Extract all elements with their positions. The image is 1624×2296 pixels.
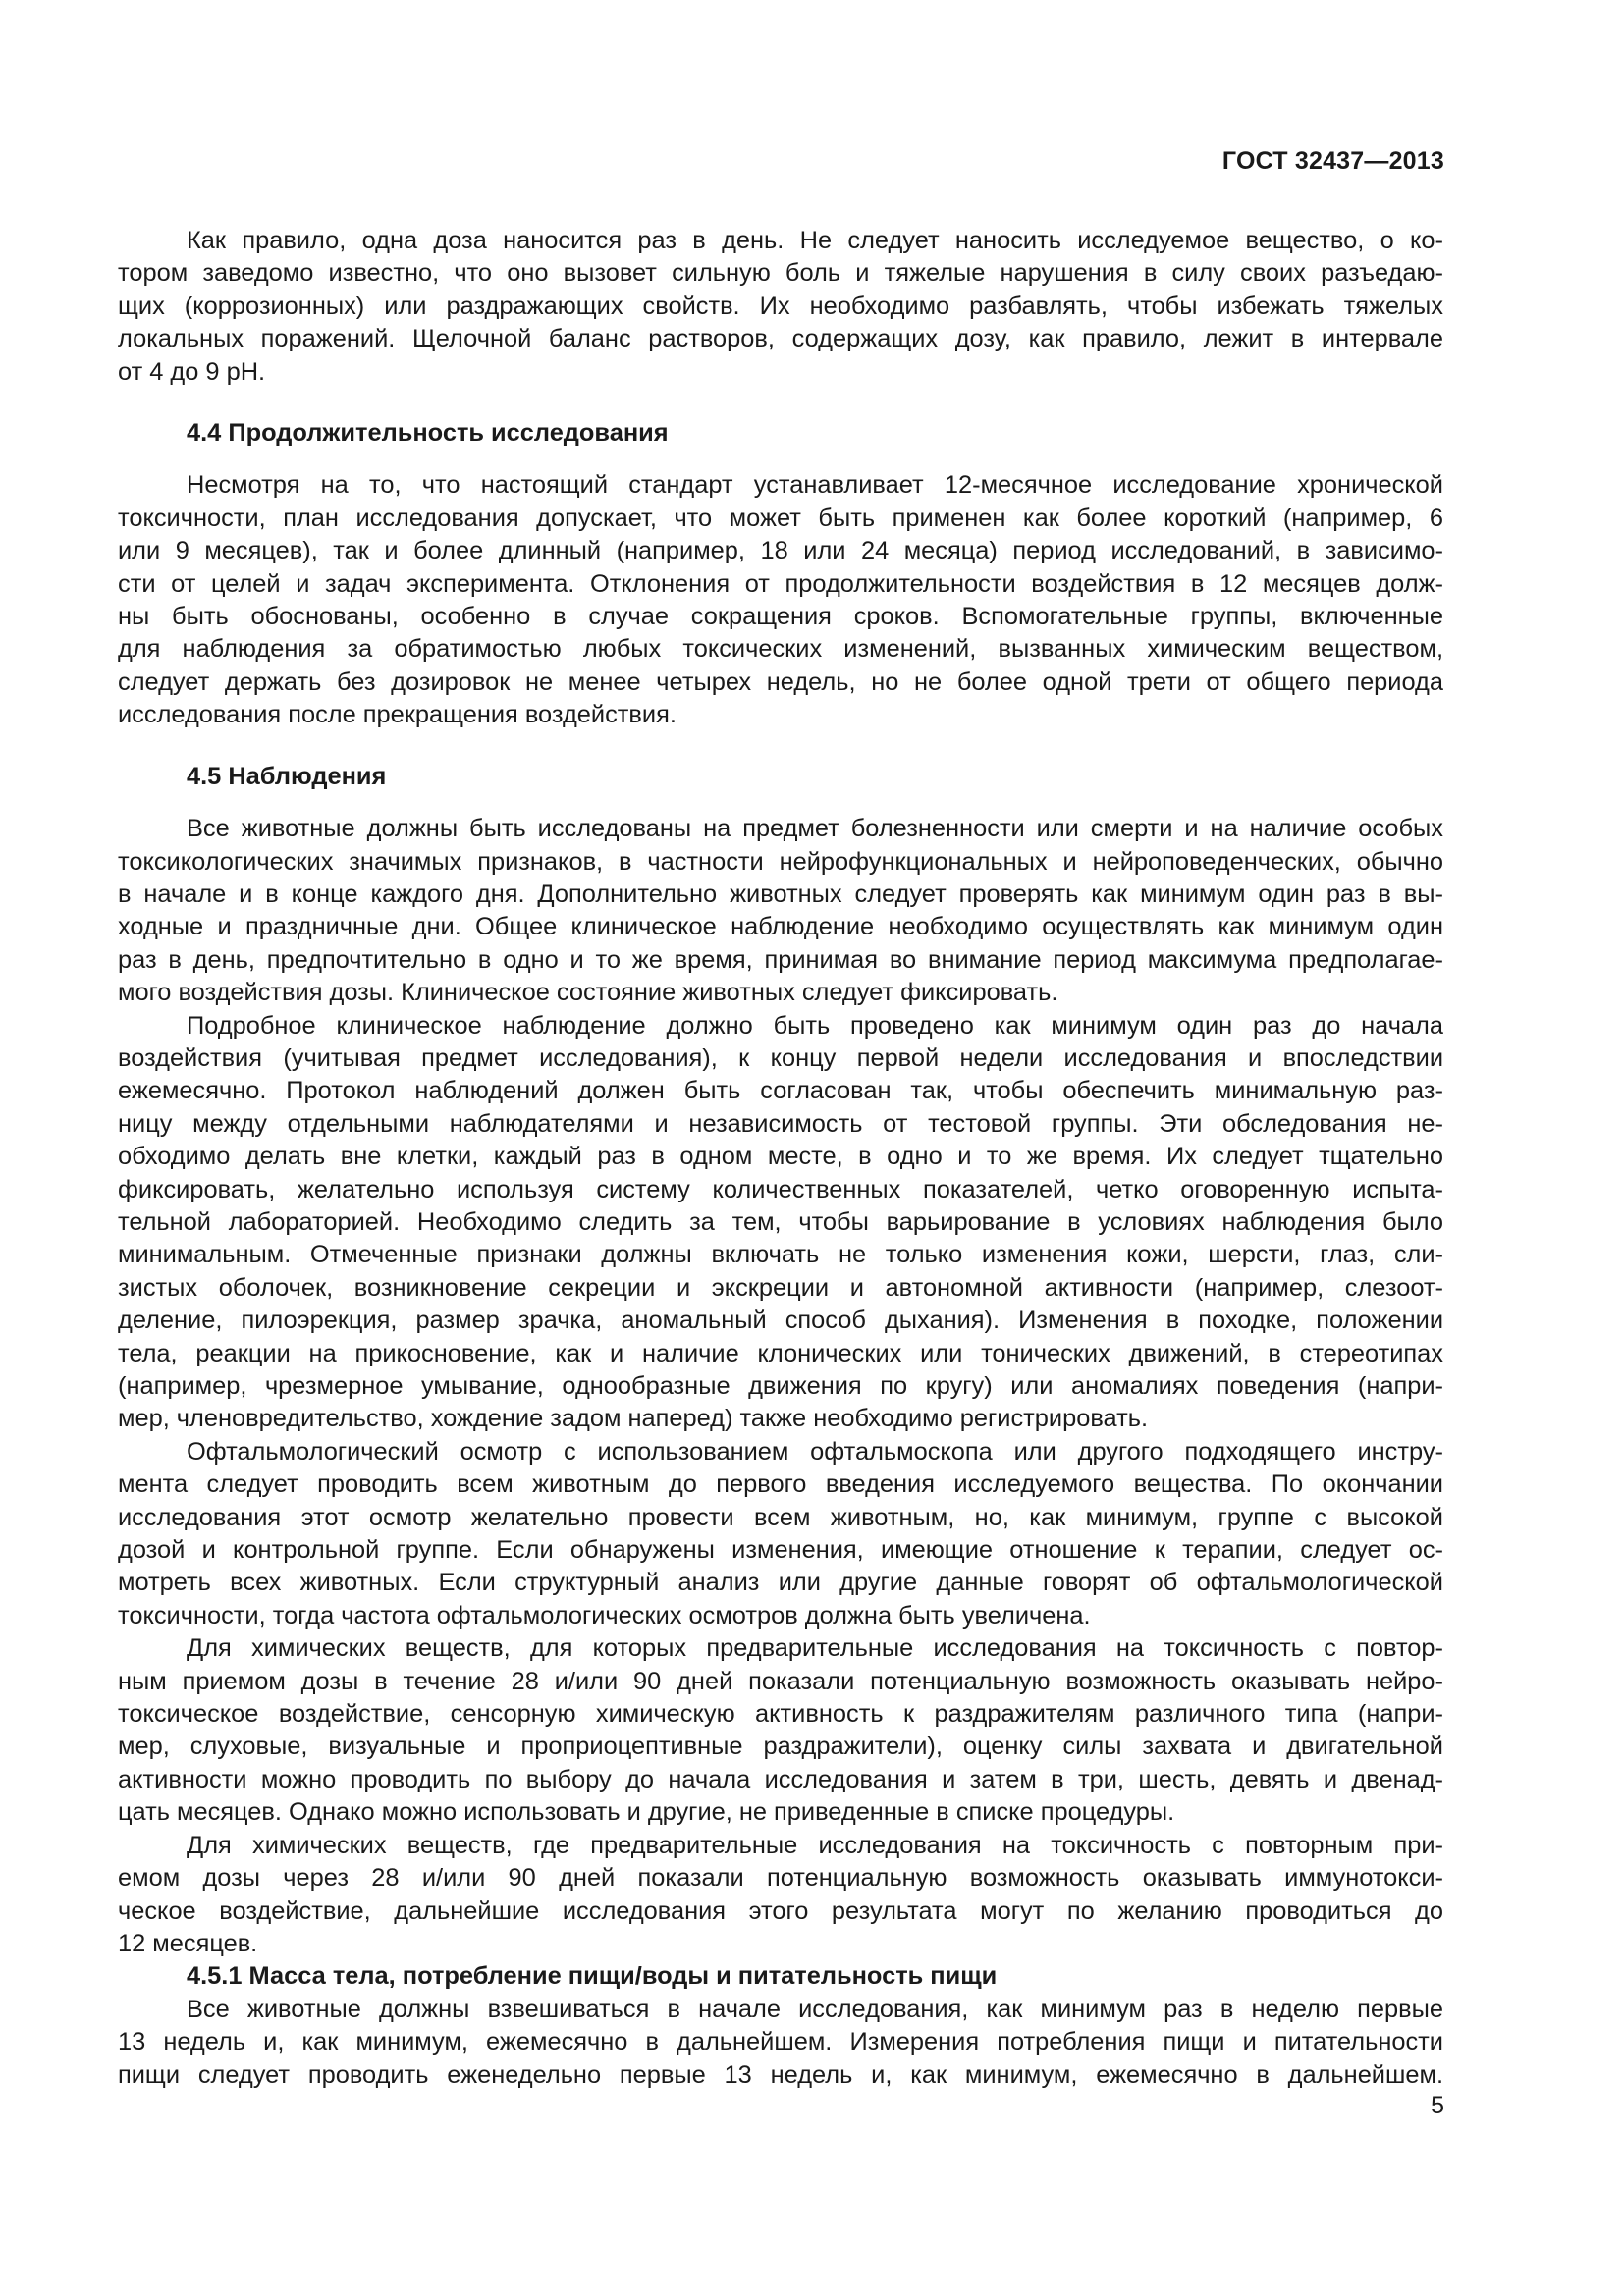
text-line: Все животные должны взвешиваться в начале исследования, как минимум раз в неделю первые: [187, 1995, 1443, 2023]
text-line: ным приемом дозы в течение 28 и/или 90 дней показали потенциальную возможность оказывать нейро-: [118, 1667, 1443, 1695]
text-line: цать месяцев. Однако можно использовать и другие, не приведенные в списке процедуры.: [118, 1798, 1175, 1827]
paragraph: [118, 1994, 1443, 2092]
text-line: Несмотря на то, что настоящий стандарт устанавливает 12-месячное исследование хронической: [187, 471, 1443, 500]
text-line: следует держать без дозировок не менее четырех недель, но не более одной трети от общего периода: [118, 667, 1443, 696]
text-line: ны быть обоснованы, особенно в случае сокращения сроков. Вспомогательные группы, включенные: [118, 603, 1443, 631]
text-line: локальных поражений. Щелочной баланс растворов, содержащих дозу, как правило, лежит в интервале: [118, 325, 1443, 353]
subsection-heading: 4.5.1 Масса тела, потребление пищи/воды и питательность пищи: [187, 1962, 998, 1991]
text-line: в начале и в конце каждого дня. Дополнительно животных следует проверять как минимум один раз в вы-: [118, 880, 1443, 908]
text-line: Подробное клиническое наблюдение должно быть проведено как минимум один раз до начала: [187, 1011, 1443, 1040]
text-line: емом дозы через 28 и/или 90 дней показали потенциальную возможность оказывать иммунотокси-: [118, 1864, 1443, 1893]
paragraph: [118, 1436, 1443, 1632]
text-line: воздействия (учитывая предмет исследования), к концу первой недели исследования и впоследствии: [118, 1043, 1443, 1072]
text-line: токсичности, план исследования допускает, что может быть применен как более короткий (например, 6: [118, 504, 1443, 532]
text-line: мого воздействия дозы. Клиническое состояние животных следует фиксировать.: [118, 979, 1058, 1007]
text-line: дозой и контрольной группе. Если обнаружены изменения, имеющие отношение к терапии, следует ос-: [118, 1536, 1443, 1565]
text-line: Для химических веществ, где предварительные исследования на токсичность с повторным при-: [187, 1831, 1443, 1859]
paragraph: [118, 225, 1443, 389]
text-line: мер, членовредительство, хождение задом наперед) также необходимо регистрировать.: [118, 1405, 1149, 1433]
text-line: ческое воздействие, дальнейшие исследования этого результата могут по желанию проводиться до: [118, 1896, 1443, 1925]
paragraph: [118, 1010, 1443, 1436]
page-number: 5: [1431, 2092, 1444, 2119]
text-line: Как правило, одна доза наносится раз в день. Не следует наносить исследуемое вещество, о ко-: [187, 227, 1443, 254]
paragraph: [118, 469, 1443, 731]
text-line: зистых оболочек, возникновение секреции и экскреции и автономной активности (например, слезоот-: [118, 1273, 1443, 1302]
text-line: деление, пилоэрекция, размер зрачка, аномальный способ дыхания). Изменения в походке, положении: [118, 1307, 1443, 1335]
text-line: тельной лабораторией. Необходимо следить за тем, чтобы варьирование в условиях наблюдения было: [118, 1207, 1443, 1236]
text-line: для наблюдения за обратимостью любых токсических изменений, вызванных химическим веществом,: [118, 635, 1443, 664]
text-line: ницу между отдельными наблюдателями и независимость от тестовой группы. Эти обследования не-: [118, 1109, 1443, 1138]
text-line: Все животные должны быть исследованы на предмет болезненности или смерти и на наличие особых: [187, 815, 1443, 843]
paragraph: [118, 1830, 1443, 1961]
section-heading: 4.5 Наблюдения: [187, 762, 387, 790]
text-line: сти от целей и задач эксперимента. Отклонения от продолжительности воздействия в 12 месяцев долж-: [118, 569, 1443, 598]
text-line: от 4 до 9 pH.: [118, 357, 266, 386]
text-line: Офтальмологический осмотр с использованием офтальмоскопа или другого подходящего инстру-: [187, 1437, 1443, 1466]
text-line: исследования после прекращения воздействия.: [118, 701, 677, 729]
paragraph: [118, 1632, 1443, 1829]
paragraph: [118, 813, 1443, 1009]
document-body: [118, 225, 1443, 2092]
text-line: ходные и праздничные дни. Общее клиническое наблюдение необходимо осуществлять как минимум один: [118, 913, 1443, 941]
text-line: фиксировать, желательно используя систему количественных показателей, четко оговоренную испыта-: [118, 1175, 1443, 1203]
text-line: 12 месяцев.: [118, 1929, 258, 1957]
text-line: токсикологических значимых признаков, в частности нейрофункциональных и нейроповеденческих, обычно: [118, 847, 1443, 876]
text-line: активности можно проводить по выбору до начала исследования и затем в три, шесть, девять и двенад-: [118, 1765, 1443, 1793]
text-line: 13 недель и, как минимум, ежемесячно в дальнейшем. Измерения потребления пищи и питательности: [118, 2028, 1443, 2056]
text-line: щих (коррозионных) или раздражающих свойств. Их необходимо разбавлять, чтобы избежать тяжелых: [118, 292, 1443, 320]
text-line: токсическое воздействие, сенсорную химическую активность к раздражителям различного типа (напри-: [118, 1700, 1443, 1729]
text-line: обходимо делать вне клетки, каждый раз в одном месте, в одно и то же время. Их следует тщательно: [118, 1143, 1443, 1171]
text-line: мотреть всех животных. Если структурный анализ или другие данные говорят об офтальмологической: [118, 1569, 1443, 1597]
document-code-header: ГОСТ 32437—2013: [1221, 147, 1444, 175]
text-line: исследования этот осмотр желательно провести всем животным, но, как минимум, группе с высокой: [118, 1503, 1443, 1531]
text-line: пищи следует проводить еженедельно первые 13 недель и, как минимум, ежемесячно в дальнейшем.: [118, 2060, 1443, 2089]
text-line: минимальным. Отмеченные признаки должны включать не только изменения кожи, шерсти, глаз, сли-: [118, 1241, 1443, 1269]
text-line: Для химических веществ, для которых предварительные исследования на токсичность с повтор-: [187, 1634, 1443, 1663]
text-line: тором заведомо известно, что оно вызовет сильную боль и тяжелые нарушения в силу своих разъедаю-: [118, 259, 1443, 288]
text-line: (например, чрезмерное умывание, однообразные движения по кругу) или аномалиях поведения (напри-: [118, 1372, 1443, 1400]
text-line: раз в день, предпочтительно в одно и то же время, принимая во внимание период максимума предполагае-: [118, 945, 1443, 974]
section-heading: 4.4 Продолжительность исследования: [187, 419, 669, 448]
text-line: мента следует проводить всем животным до первого введения исследуемого вещества. По окончании: [118, 1470, 1443, 1499]
text-line: ежемесячно. Протокол наблюдений должен быть согласован так, чтобы обеспечить минимальную раз-: [118, 1077, 1443, 1105]
text-line: мер, слуховые, визуальные и проприоцептивные раздражители), оценку силы захвата и двигательной: [118, 1733, 1443, 1761]
text-line: или 9 месяцев), так и более длинный (например, 18 или 24 месяца) период исследований, в зависимо-: [118, 537, 1443, 565]
text-line: токсичности, тогда частота офтальмологических осмотров должна быть увеличена.: [118, 1601, 1091, 1629]
text-line: тела, реакции на прикосновение, как и наличие клонических или тонических движений, в стереотипах: [118, 1339, 1443, 1367]
